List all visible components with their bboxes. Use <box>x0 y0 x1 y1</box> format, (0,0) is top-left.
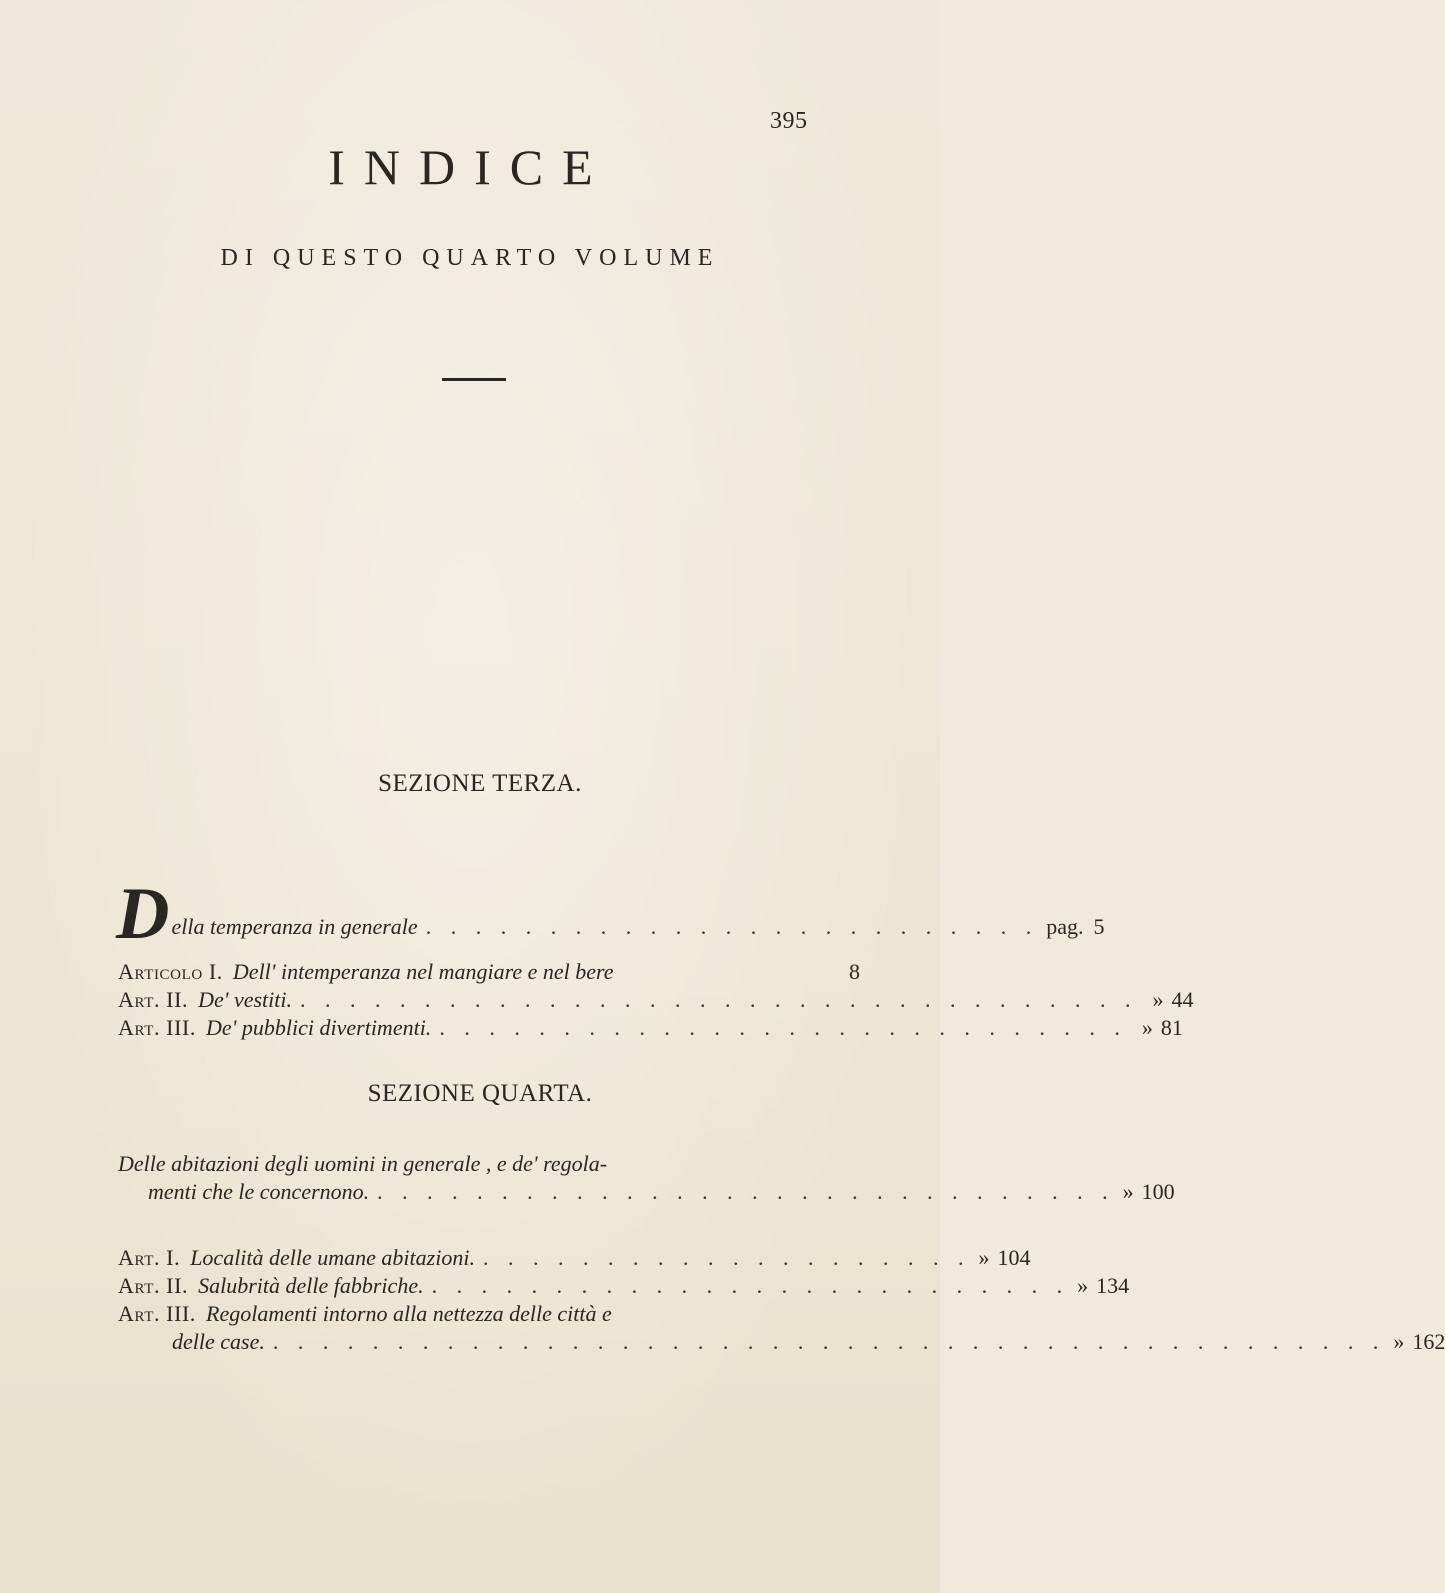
entry-title-continued: delle case. <box>172 1329 265 1354</box>
entry-label: Art. I. <box>118 1245 181 1270</box>
entry-title: Località delle umane abitazioni. <box>190 1245 475 1270</box>
entry-page: » 44 <box>1152 987 1194 1012</box>
entry-label: Articolo I. <box>118 959 223 984</box>
toc-entry-art-3-quarta[interactable] <box>118 1300 860 1328</box>
dot-leader: . . . . . . . . . . . . . . . . . . . . . . . . . . . . . . <box>377 1179 1115 1204</box>
entry-title: Salubrità delle fabbriche. <box>198 1273 424 1298</box>
entry-page: » 81 <box>1141 1015 1183 1040</box>
entry-title: De' vestiti. <box>198 987 293 1012</box>
entry-page: » 100 <box>1122 1179 1175 1204</box>
toc-entry-art-1-quarta[interactable] <box>118 1244 1031 1272</box>
entry-page: 8 <box>849 959 860 984</box>
entry-title: De' pubblici divertimenti. <box>206 1015 432 1040</box>
entry-label: Art. II. <box>118 1273 189 1298</box>
page-title: INDICE <box>328 139 612 195</box>
toc-entry-intro-quarta-line1[interactable] <box>118 1150 860 1178</box>
toc-entry-art-3-terza[interactable] <box>118 1014 1183 1042</box>
entry-title-continued: menti che le concernono. <box>148 1179 370 1204</box>
section-heading-terza: SEZIONE TERZA. <box>378 770 582 797</box>
drop-cap: D <box>116 873 170 955</box>
dot-leader: . . . . . . . . . . . . . . . . . . . . . . . . . . . . . . . . . . <box>300 987 1138 1012</box>
entry-title: Dell' intemperanza nel mangiare e nel bere <box>232 959 614 984</box>
dot-leader: . . . . . . . . . . . . . . . . . . . . . . . . . <box>425 914 1039 939</box>
toc-entry-intro-terza[interactable] <box>116 873 1105 955</box>
page-number: 395 <box>770 108 808 134</box>
entry-page: » 104 <box>978 1245 1031 1270</box>
dot-leader: . . . . . . . . . . . . . . . . . . . . . . . . . . . . <box>439 1015 1127 1040</box>
entry-page: pag. 5 <box>1046 914 1105 939</box>
entry-page: » 162 <box>1393 1329 1445 1354</box>
section-heading-quarta: SEZIONE QUARTA. <box>367 1080 593 1107</box>
toc-entry-intro-quarta-line2[interactable] <box>148 1178 1175 1206</box>
entry-title: Regolamenti intorno alla nettezza delle città e <box>206 1301 612 1326</box>
page-subtitle: DI QUESTO QUARTO VOLUME <box>220 245 720 271</box>
toc-entry-art-3-quarta-cont[interactable] <box>172 1328 1445 1356</box>
entry-label: Art. III. <box>118 1015 197 1040</box>
toc-entry-art-1-terza[interactable] <box>118 958 860 986</box>
toc-entry-art-2-terza[interactable] <box>118 986 1194 1014</box>
dot-leader: . . . . . . . . . . . . . . . . . . . . . . . . . . <box>431 1273 1070 1298</box>
dot-leader: . . . . . . . . . . . . . . . . . . . . . . . . . . . . . . . . . . . . . . . . . . . . . <box>272 1329 1386 1354</box>
dot-leader: . . . . . . . . . . . . . . . . . . . . <box>482 1245 971 1270</box>
toc-entry-art-2-quarta[interactable] <box>118 1272 1130 1300</box>
entry-label: Art. III. <box>118 1301 197 1326</box>
entry-label: Art. II. <box>118 987 189 1012</box>
entry-page: » 134 <box>1077 1273 1130 1298</box>
title-divider <box>442 378 506 381</box>
entry-title: Delle abitazioni degli uomini in generale , e de' regola- <box>118 1151 608 1176</box>
entry-title: ella temperanza in generale <box>171 914 418 939</box>
